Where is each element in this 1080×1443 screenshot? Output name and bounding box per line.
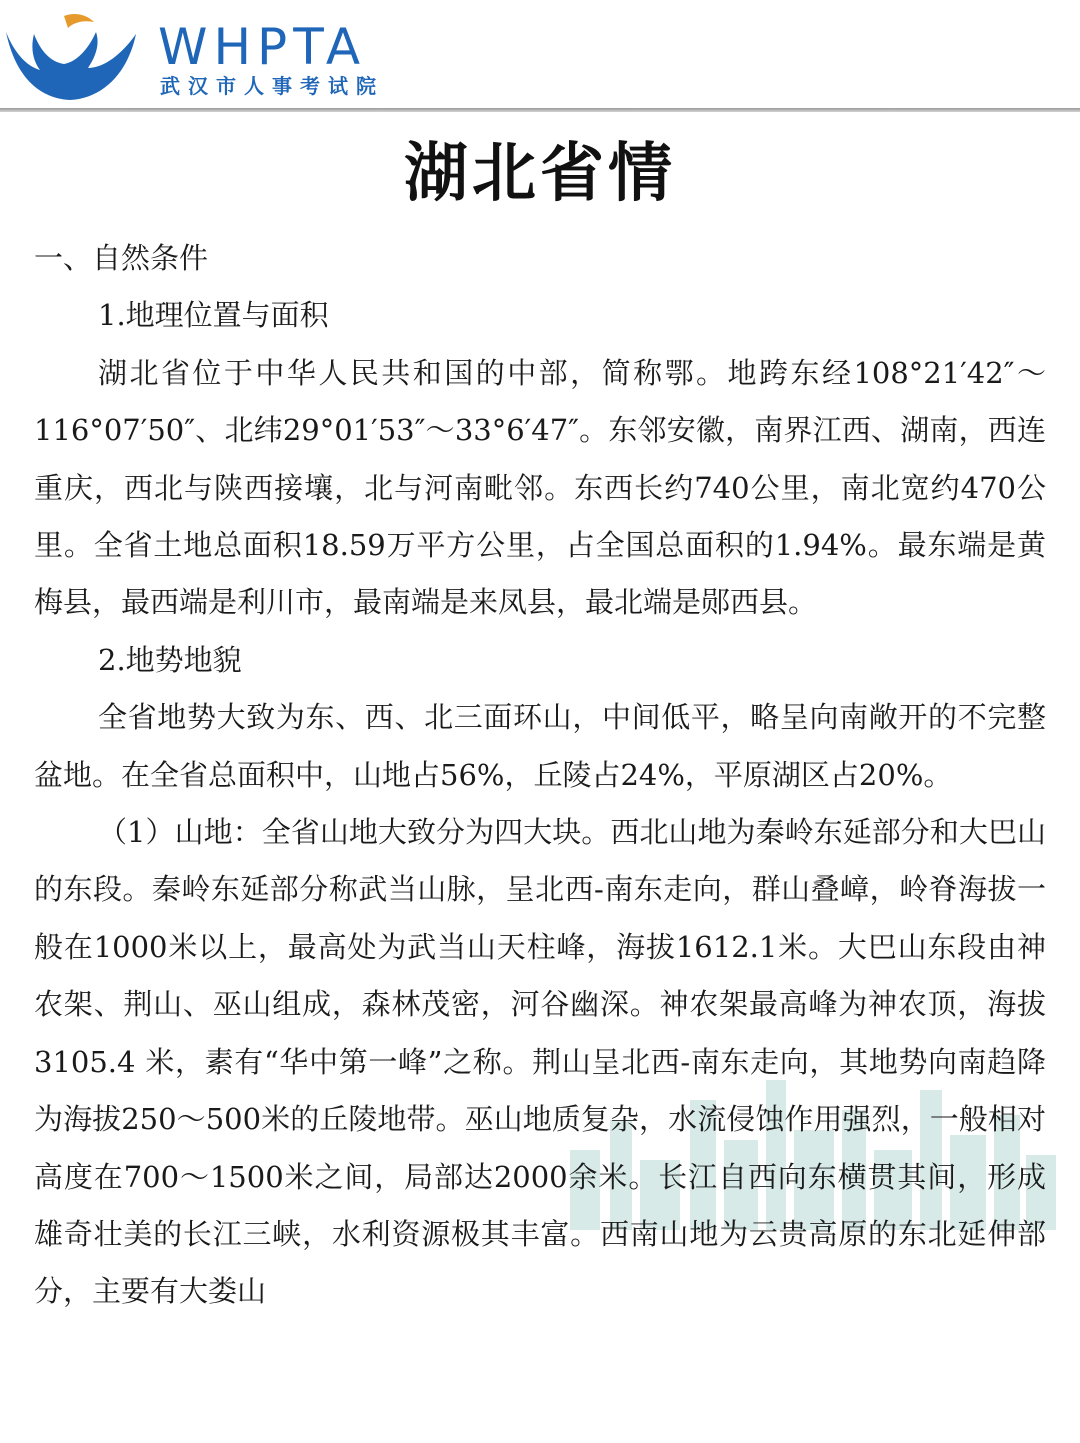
article-body: [34, 230, 1046, 1321]
section-heading: 一、自然条件: [34, 241, 209, 275]
whpta-logo-icon: [4, 10, 138, 102]
paragraph: 全省地势大致为东、西、北三面环山，中间低平，略呈向南敞开的不完整盆地。在全省总面积中，山地占56%，丘陵占24%，平原湖区占20%。: [34, 700, 1046, 792]
header-divider: [0, 108, 1080, 112]
logo-wordmark: WHPTA: [158, 18, 367, 76]
paragraph: 湖北省位于中华人民共和国的中部，简称鄂。地跨东经108°21′42″～116°07′50″、北纬29°01′53″～33°6′47″。东邻安徽，南界江西、湖南，西连重庆，西北与陕西接壤，北与河南毗邻。东西长约740公里，南北宽约470公里。全省土地总面积18.59万平方公里，占全国总面积的1.94%。最东端是黄梅县，最西端是利川市，最南端是来凤县，最北端是郧西县。: [34, 355, 1046, 620]
subsection-heading: 2.地势地貌: [98, 642, 242, 677]
paragraph: （1）山地：全省山地大致分为四大块。西北山地为秦岭东延部分和大巴山的东段。秦岭东延部分称武当山脉，呈北西-南东走向，群山叠嶂，岭脊海拔一般在1000米以上，最高处为武当山天柱峰，海拔1612.1米。大巴山东段由神农架、荆山、巫山组成，森林茂密，河谷幽深。神农架最高峰为神农顶，海拔3105.4 米，素有“华中第一峰”之称。荆山呈北西-南东走向，其地势向南趋降为海拔250～500米的丘陵地带。巫山地质复杂，水流侵蚀作用强烈，一般相对高度在700～1500米之间，局部达2000余米。长江自西向东横贯其间，形成雄奇壮美的长江三峡，水利资源极其丰富。西南山地为云贵高原的东北延伸部分，主要有大娄山: [34, 815, 1046, 1309]
title-container: [0, 134, 1080, 214]
header: [0, 0, 1080, 112]
subsection-heading: 1.地理位置与面积: [98, 298, 329, 333]
page-title: 湖北省情: [400, 134, 680, 214]
logo-org-name: 武汉市人事考试院: [160, 74, 384, 98]
